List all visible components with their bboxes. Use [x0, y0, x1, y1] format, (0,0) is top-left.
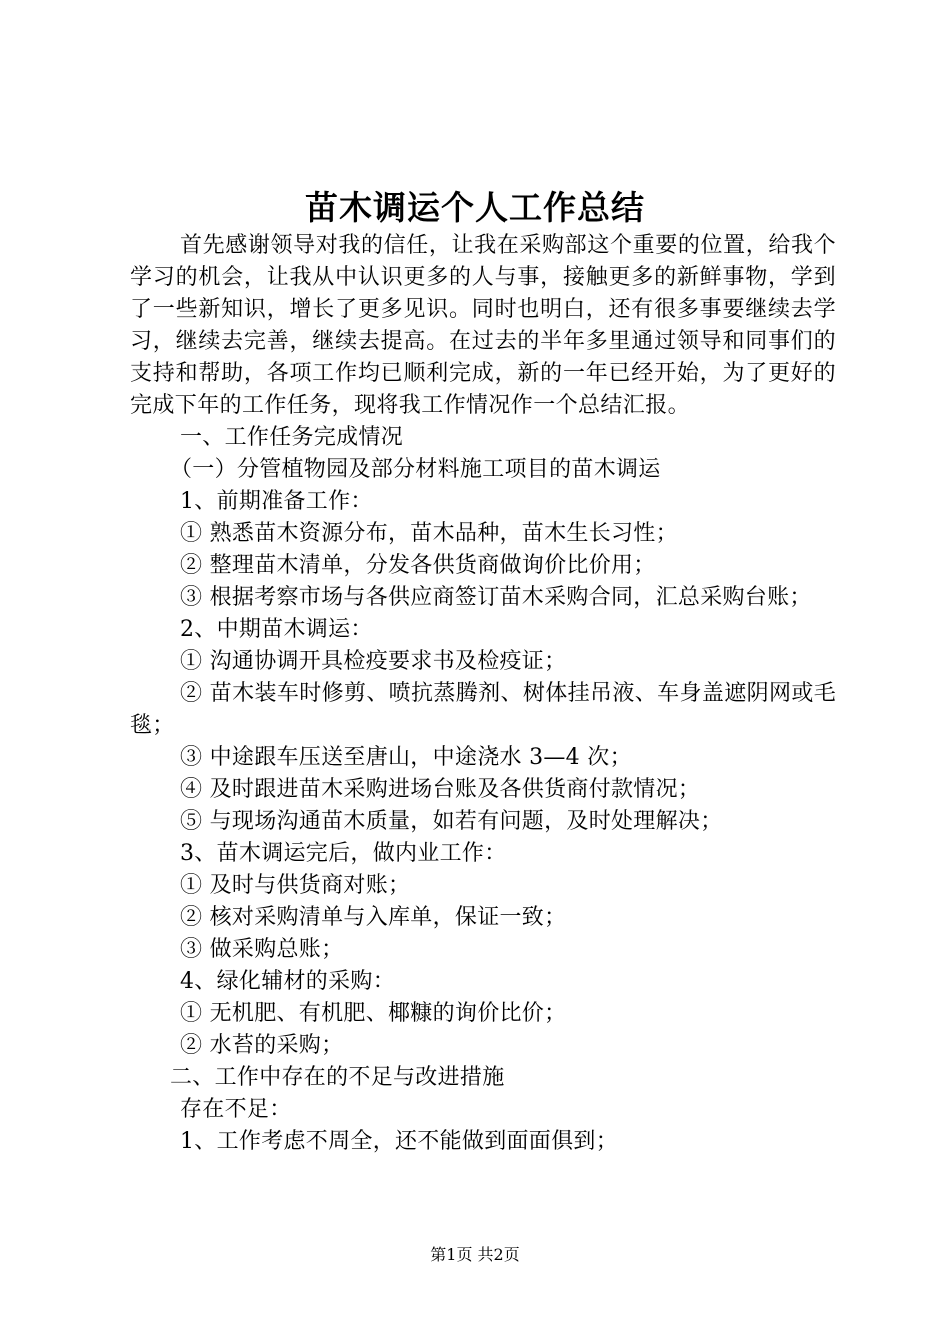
list-item: ③ 根据考察市场与各供应商签订苗木采购合同，汇总采购台账； — [180, 585, 812, 610]
document-body — [130, 230, 836, 1158]
list-item: ④ 及时跟进苗木采购进场台账及各供货商付款情况； — [180, 777, 701, 802]
section-heading-2: 二、工作中存在的不足与改进措施 — [170, 1065, 505, 1090]
item-heading-2: 2、中期苗木调运： — [180, 617, 373, 642]
list-item: ① 沟通协调开具检疫要求书及检疫证； — [180, 649, 567, 674]
document-title: 苗木调运个人工作总结 — [305, 188, 645, 227]
list-item: ① 熟悉苗木资源分布，苗木品种，苗木生长习性； — [180, 521, 678, 546]
list-item: ② 水苔的采购； — [180, 1033, 344, 1058]
shortcomings-heading: 存在不足： — [180, 1097, 292, 1122]
intro-paragraph: 首先感谢领导对我的信任，让我在采购部这个重要的位置，给我个学习的机会，让我从中认识更多的人与事，接触更多的新鲜事物，学到了一些新知识，增长了更多见识。同时也明白，还有很多事要继续去学习，继续去完善，继续去提高。在过去的半年多里通过领导和同事们的支持和帮助，各项工作均已顺利完成，新的一年已经开始，为了更好的完成下年的工作任务，现将我工作情况作一个总结汇报。 — [130, 233, 836, 418]
list-item: ③ 做采购总账； — [180, 937, 344, 962]
list-item: ⑤ 与现场沟通苗木质量，如若有问题，及时处理解决； — [180, 809, 723, 834]
list-item: ③ 中途跟车压送至唐山，中途浇水 3—4 次； — [180, 745, 632, 770]
item-heading-1: 1、前期准备工作： — [180, 489, 373, 514]
item-heading-4: 4、绿化辅材的采购： — [180, 969, 395, 994]
list-item: ② 整理苗木清单，分发各供货商做询价比价用； — [180, 553, 656, 578]
list-item: ① 及时与供货商对账； — [180, 873, 411, 898]
list-item: 1、工作考虑不周全，还不能做到面面俱到； — [180, 1129, 618, 1154]
list-item: ② 核对采购清单与入库单，保证一致； — [180, 905, 567, 930]
list-item: ② 苗木装车时修剪、喷抗蒸腾剂、树体挂吊液、车身盖遮阴网或毛毯； — [130, 681, 836, 738]
subsection-heading-1: （一）分管植物园及部分材料施工项目的苗木调运 — [170, 457, 661, 482]
item-heading-3: 3、苗木调运完后，做内业工作： — [180, 841, 507, 866]
page-footer: 第1页 共2页 — [430, 1245, 520, 1264]
section-heading-1: 一、工作任务完成情况 — [180, 425, 404, 450]
list-item: ① 无机肥、有机肥、椰糠的询价比价； — [180, 1001, 567, 1026]
